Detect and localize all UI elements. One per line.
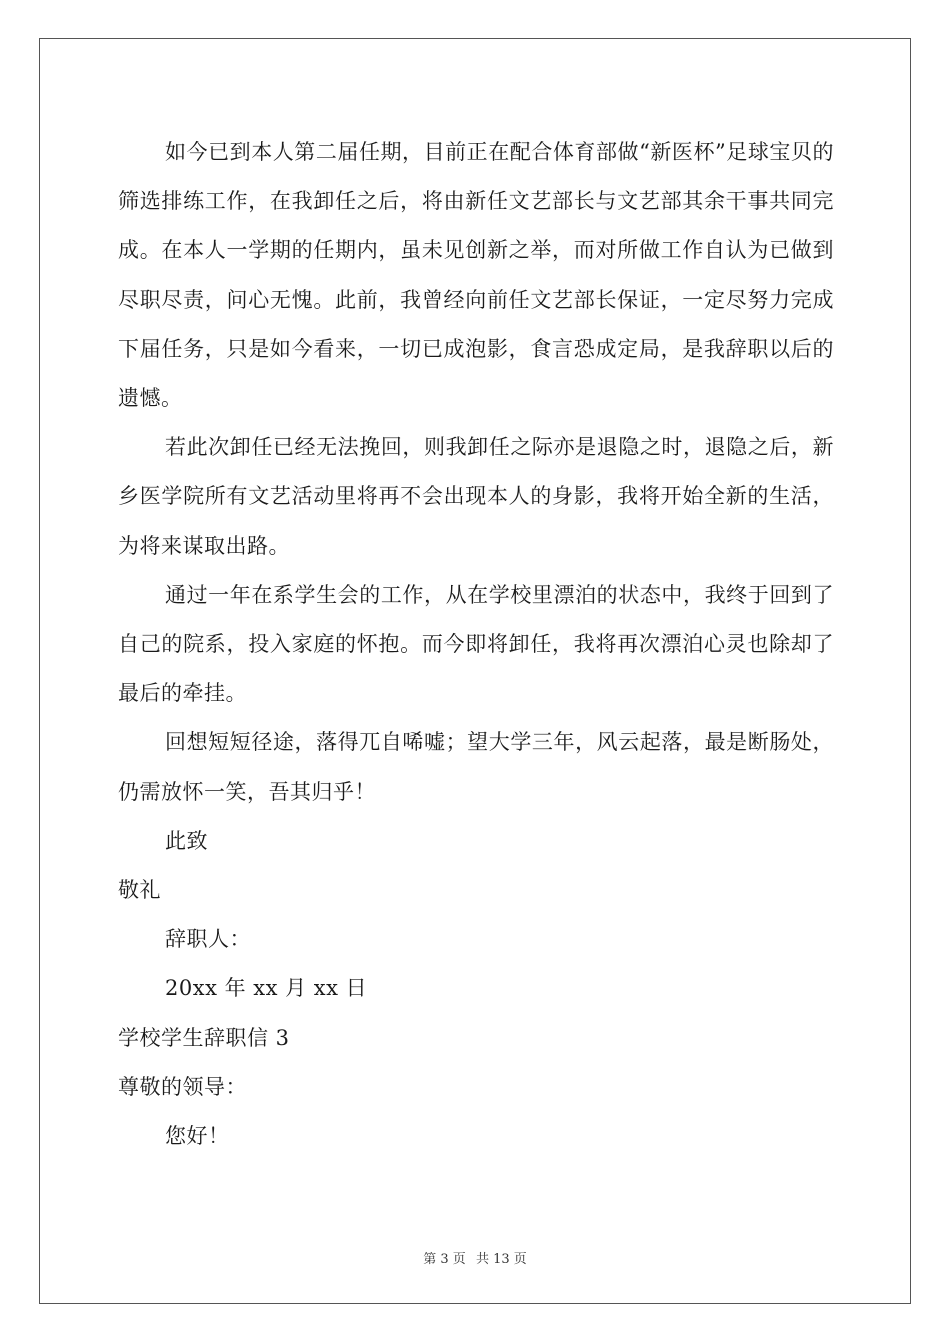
greeting-hello: 您好！ (165, 1124, 230, 1149)
paragraph-return: 通过一年在系学生会的工作，从在学校里漂泊的状态中，我终于回到了自己的院系，投入家庭的怀抱。而今即将卸任，我将再次漂泊心灵也除却了最后的牵挂。 (118, 582, 834, 706)
paragraph-reflection: 回想短短径途，落得兀自唏嘘；望大学三年，风云起落，最是断肠处，仍需放怀一笑，吾其归乎！ (118, 730, 834, 804)
date-line: 20xx 年 xx 月 xx 日 (165, 976, 368, 1001)
page-number-current: 第 3 页 (423, 1252, 466, 1267)
signer-label: 辞职人： (165, 927, 251, 952)
salute-text: 敬礼 (118, 878, 161, 903)
closing-text: 此致 (165, 828, 208, 853)
paragraph-retire: 若此次卸任已经无法挽回，则我卸任之际亦是退隐之时，退隐之后，新乡医学院所有文艺活动里将再不会出现本人的身影，我将开始全新的生活，为将来谋取出路。 (118, 435, 834, 558)
document-body (118, 128, 834, 1161)
next-letter-title: 学校学生辞职信 3 (118, 1025, 290, 1050)
greeting-recipient: 尊敬的领导： (118, 1074, 247, 1099)
page-footer (0, 1248, 950, 1267)
paragraph-term: 如今已到本人第二届任期，目前正在配合体育部做“新医杯”足球宝贝的筛选排练工作，在我卸任之后，将由新任文艺部长与文艺部其余干事共同完成。在本人一学期的任期内，虽未见创新之举，而对所做工作自认为已做到尽职尽责，问心无愧。此前，我曾经向前任文艺部长保证，一定尽努力完成下届任务，只是如今看来，一切已成泡影，食言恐成定局，是我辞职以后的遗憾。 (118, 140, 834, 411)
page-number-total: 共 13 页 (475, 1252, 527, 1267)
